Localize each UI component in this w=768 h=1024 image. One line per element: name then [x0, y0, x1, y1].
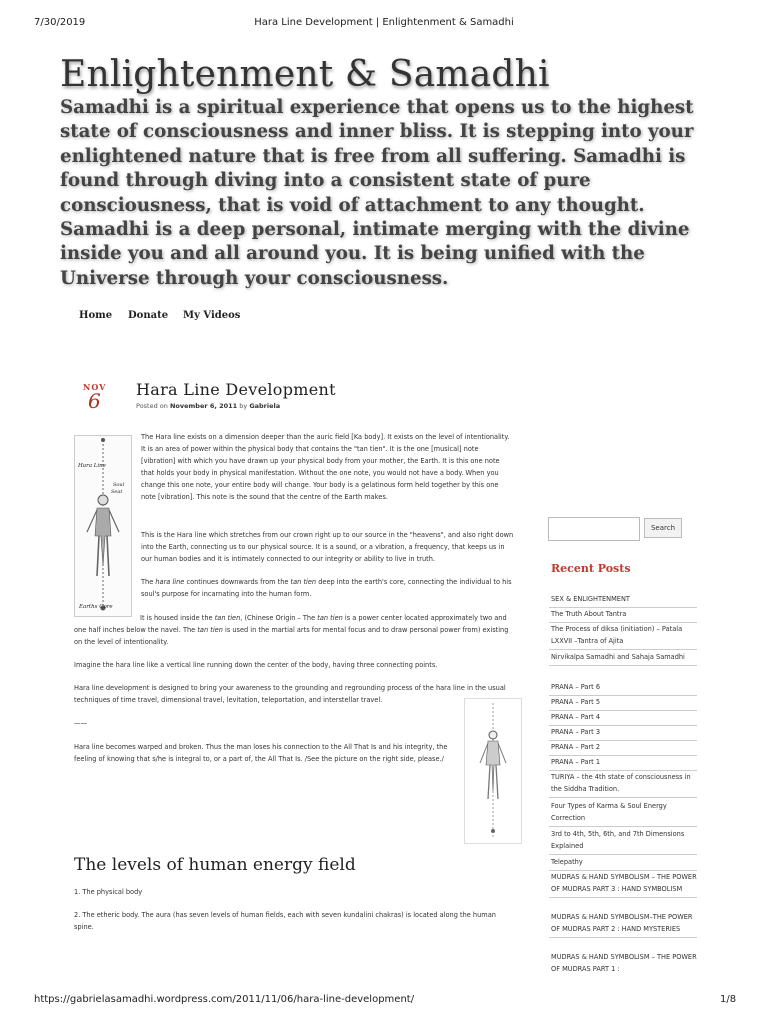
recent-post-item[interactable]: [549, 950, 697, 977]
p3-c: deep into the earth's core, connecting the individual to his soul's purpose for incarnating into the human form.: [141, 578, 512, 598]
fig-label-soul: Soul: [113, 482, 125, 488]
fig-label-seat: Seat: [111, 489, 123, 495]
post-title[interactable]: Hara Line Development: [136, 380, 336, 399]
post-paragraph-2: This is the Hara line which stretches from our crown right up to our source in the "heavens", and also right down into the Earth, connecting us to our physical source. It is a sound, or a vibration, a frequency, that keeps us in our human bodies and it is intimately connected to our integrity or ability to live in truth.: [141, 531, 514, 563]
recent-post-item[interactable]: [549, 622, 697, 650]
site-tagline: Samadhi is a spiritual experience that opens us to the highest state of consciousness and inner bliss. It is stepping into your enlightened nature that is free from all suffering. Samadhi is found through diving into a consistent state of pure consciousness, that is void of attachment to any thought. Samadhi is a deep personal, intimate merging with the divine inside you and all around you. It is being unified with the Universe through your consciousness.: [60, 97, 694, 289]
p3-i1: hara line: [155, 578, 185, 586]
post-paragraph-6: Hara line development is designed to bring your awareness to the grounding and regrounding process of the hara line in the usual techniques of time travel, dimensional travel, levitation, teleportation, and interstellar travel.: [74, 684, 506, 704]
recent-posts-title: Recent Posts: [551, 562, 631, 575]
p4-i3: tan tien: [197, 626, 223, 634]
p3-i2: tan tien: [290, 578, 317, 586]
p4-a: It is housed inside the: [140, 614, 215, 622]
post-date-day: 6: [88, 389, 101, 413]
recent-post-link[interactable]: PRANA – Part 2: [551, 743, 601, 751]
recent-post-link[interactable]: Four Types of Karma & Soul Energy Correction: [551, 802, 667, 822]
recent-post-item[interactable]: [549, 870, 697, 898]
search-button[interactable]: Search: [644, 518, 682, 538]
print-page-number: 1/8: [720, 994, 737, 1005]
p4-b: , (Chinese Origin – The: [240, 614, 318, 622]
post-separator: ——: [74, 719, 88, 727]
print-title: Hara Line Development | Enlightenment & Samadhi: [254, 17, 514, 28]
recent-post-link[interactable]: PRANA – Part 3: [551, 728, 601, 736]
site-title[interactable]: Enlightenment & Samadhi: [60, 54, 550, 95]
post-paragraph-3: [141, 576, 515, 600]
print-url: https://gabrielasamadhi.wordpress.com/2011/11/06/hara-line-development/: [34, 994, 415, 1005]
nav-donate[interactable]: Donate: [128, 310, 169, 321]
recent-post-item[interactable]: [549, 770, 697, 798]
recent-post-link[interactable]: SEX & ENLIGHTENMENT: [551, 595, 630, 603]
recent-post-link[interactable]: TURIYA – the 4th state of consciousness in the Siddha Tradition.: [551, 773, 691, 793]
recent-post-link[interactable]: MUDRAS & HAND SYMBOLISM – THE POWER OF MUDRAS PART 3 : HAND SYMBOLISM: [551, 873, 697, 893]
recent-post-link[interactable]: PRANA – Part 5: [551, 698, 601, 706]
recent-post-item[interactable]: [549, 755, 697, 771]
level-2: 2. The etheric body. The aura (has seven levels of human fields, each with seven kundalini chakras) is located along the human spine.: [74, 911, 496, 931]
p4-c: is a power center located approximately two and one half inches below the navel. The: [74, 614, 507, 634]
print-date: 7/30/2019: [34, 17, 86, 28]
fig-label-earths-core: Earths Core: [79, 604, 113, 610]
warped-hara-figure: [464, 698, 522, 844]
p4-i1: tan tien: [214, 614, 241, 622]
recent-post-item[interactable]: [549, 650, 697, 666]
recent-post-item[interactable]: [549, 740, 697, 756]
post-meta: [136, 402, 280, 410]
recent-post-link[interactable]: The Process of diksa (initiation) – Patala LXXVII –Tantra of Ajita: [551, 625, 683, 645]
recent-post-item[interactable]: [549, 799, 697, 827]
p4-d: is used in the martial arts for mental focus and to draw personal power from) existing on the level of intentionality.: [74, 626, 509, 646]
meta-author[interactable]: Gabriela: [249, 402, 281, 410]
recent-post-item[interactable]: [549, 855, 697, 871]
recent-post-link[interactable]: PRANA – Part 4: [551, 713, 601, 721]
level-1: 1. The physical body: [74, 888, 143, 896]
nav-my-videos[interactable]: My Videos: [183, 310, 241, 321]
recent-post-item[interactable]: [549, 592, 697, 608]
recent-post-item[interactable]: [549, 680, 697, 696]
meta-by: by: [239, 402, 248, 410]
p3-b: continues downwards from the: [184, 578, 291, 586]
warped-hara-figure-graphic: [465, 699, 521, 843]
recent-post-link[interactable]: PRANA – Part 6: [551, 683, 601, 691]
search-input[interactable]: [548, 517, 640, 541]
recent-post-item[interactable]: [549, 710, 697, 726]
energy-field-heading: The levels of human energy field: [74, 855, 356, 875]
post-paragraph-4: [74, 612, 515, 648]
post-paragraph-5: Imagine the hara line like a vertical line running down the center of the body, having three connecting points.: [74, 661, 438, 669]
recent-post-item[interactable]: [549, 725, 697, 741]
p4-i2: tan tien: [317, 614, 343, 622]
p3-a: The: [141, 578, 156, 586]
recent-post-item[interactable]: [549, 910, 697, 938]
post-paragraph-7: Hara line becomes warped and broken. Thus the man loses his connection to the All That Is and his integrity, the feeling of knowing that s/he is integral to, or a part of, the All That Is. /See the picture on the right side, please./: [74, 743, 448, 763]
recent-post-link[interactable]: MUDRAS & HAND SYMBOLISM – THE POWER OF MUDRAS PART 1 :: [551, 953, 697, 973]
recent-post-link[interactable]: Telepathy: [551, 858, 583, 866]
recent-post-link[interactable]: MUDRAS & HAND SYMBOLISM–THE POWER OF MUDRAS PART 2 : HAND MYSTERIES: [551, 913, 693, 933]
recent-post-link[interactable]: The Truth About Tantra: [551, 610, 627, 618]
meta-date[interactable]: November 6, 2011: [169, 402, 238, 410]
recent-post-item[interactable]: [549, 827, 697, 855]
post-date-month: NOV: [83, 382, 107, 392]
meta-prefix: Posted on: [136, 402, 168, 410]
hara-line-figure: [74, 435, 132, 617]
recent-post-item[interactable]: [549, 695, 697, 711]
fig-label-hara-line: Hara Line: [78, 463, 106, 469]
recent-post-item[interactable]: [549, 607, 697, 623]
recent-post-link[interactable]: 3rd to 4th, 5th, 6th, and 7th Dimensions Explained: [551, 830, 685, 850]
recent-post-link[interactable]: PRANA – Part 1: [551, 758, 601, 766]
nav-home[interactable]: Home: [79, 310, 113, 321]
recent-post-link[interactable]: Nirvikalpa Samadhi and Sahaja Samadhi: [551, 653, 685, 661]
post-paragraph-1: The Hara line exists on a dimension deeper than the auric field [Ka body]. It exists on the level of intentionality. It is an area of power within the physical body that contains the "tan tien". It is the one [musical] note [vibration] with which you have drawn up your physical body from your mother, the Earth. It is this one note that holds your body in physical manifestation. Without the one note, you would not have a body. When you change this one note, your entire body will change. Your body is a gelatinous form held together by this one note [vibration]. This note is the sound that the centre of the Earth makes.: [141, 433, 510, 501]
